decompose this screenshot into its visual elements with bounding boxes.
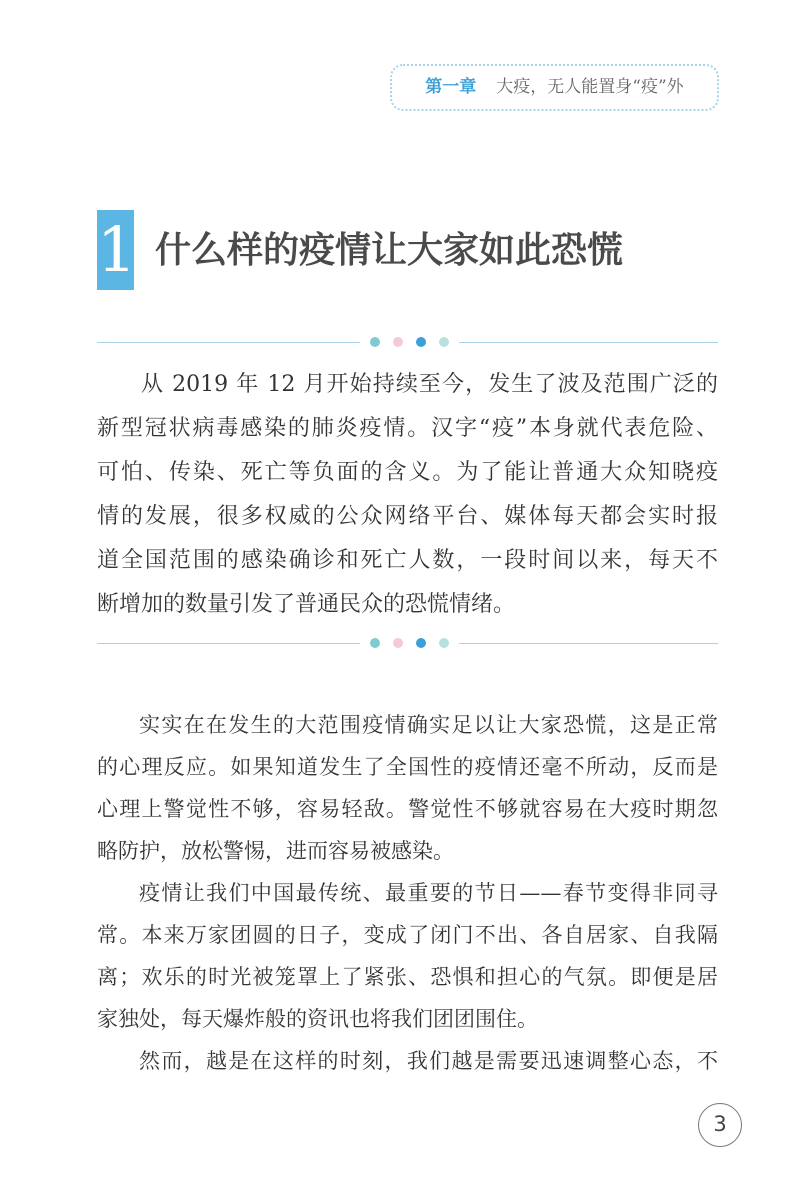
divider-dot xyxy=(393,638,403,648)
intro-line: 从 2019 年 12 月开始持续至今，发生了波及范围广泛的 xyxy=(141,372,718,397)
divider-dot xyxy=(439,638,449,648)
intro-line: 道全国范围的感染确诊和死亡人数，一段时间以来，每天不 xyxy=(97,548,718,573)
intro-line: 可怕、传染、死亡等负面的含义。为了能让普通大众知晓疫 xyxy=(97,460,718,485)
divider-dots xyxy=(360,336,459,348)
running-header xyxy=(390,64,719,111)
section-number-badge: 1 xyxy=(97,210,134,290)
body-line: 疫情让我们中国最传统、最重要的节日——春节变得非同寻 xyxy=(139,881,718,905)
divider-top xyxy=(97,336,718,348)
divider-dot xyxy=(439,337,449,347)
divider-dot xyxy=(416,337,426,347)
header-chapter-label: 第一章 xyxy=(425,77,477,97)
intro-line: 情的发展，很多权威的公众网络平台、媒体每天都会实时报 xyxy=(97,504,718,529)
section-title: 什么样的疫情让大家如此恐慌 xyxy=(155,229,624,271)
divider-bottom xyxy=(97,637,718,649)
body-text xyxy=(97,704,718,1082)
body-line: 的心理反应。如果知道发生了全国性的疫情还毫不所动，反而是 xyxy=(97,755,718,779)
divider-dot xyxy=(370,638,380,648)
divider-dot xyxy=(416,638,426,648)
body-line: 然而，越是在这样的时刻，我们越是需要迅速调整心态，不 xyxy=(139,1049,718,1073)
divider-dot xyxy=(393,337,403,347)
divider-dot xyxy=(370,337,380,347)
header-chapter-title: 大疫，无人能置身“疫”外 xyxy=(496,77,684,97)
body-line: 家独处，每天爆炸般的资讯也将我们团团围住。 xyxy=(97,1007,538,1031)
intro-line: 断增加的数量引发了普通民众的恐慌情绪。 xyxy=(97,592,516,617)
body-line: 常。本来万家团圆的日子，变成了闭门不出、各自居家、自我隔 xyxy=(97,923,718,947)
body-line: 实实在在发生的大范围疫情确实足以让大家恐慌，这是正常 xyxy=(139,713,718,737)
body-line: 略防护，放松警惕，进而容易被感染。 xyxy=(97,839,454,863)
intro-paragraph xyxy=(97,363,718,627)
divider-dots xyxy=(360,637,459,649)
page-number: 3 xyxy=(698,1103,742,1147)
body-line: 心理上警觉性不够，容易轻敌。警觉性不够就容易在大疫时期忽 xyxy=(97,797,718,821)
body-line: 离；欢乐的时光被笼罩上了紧张、恐惧和担心的气氛。即便是居 xyxy=(97,965,718,989)
intro-line: 新型冠状病毒感染的肺炎疫情。汉字“疫”本身就代表危险、 xyxy=(97,416,718,441)
